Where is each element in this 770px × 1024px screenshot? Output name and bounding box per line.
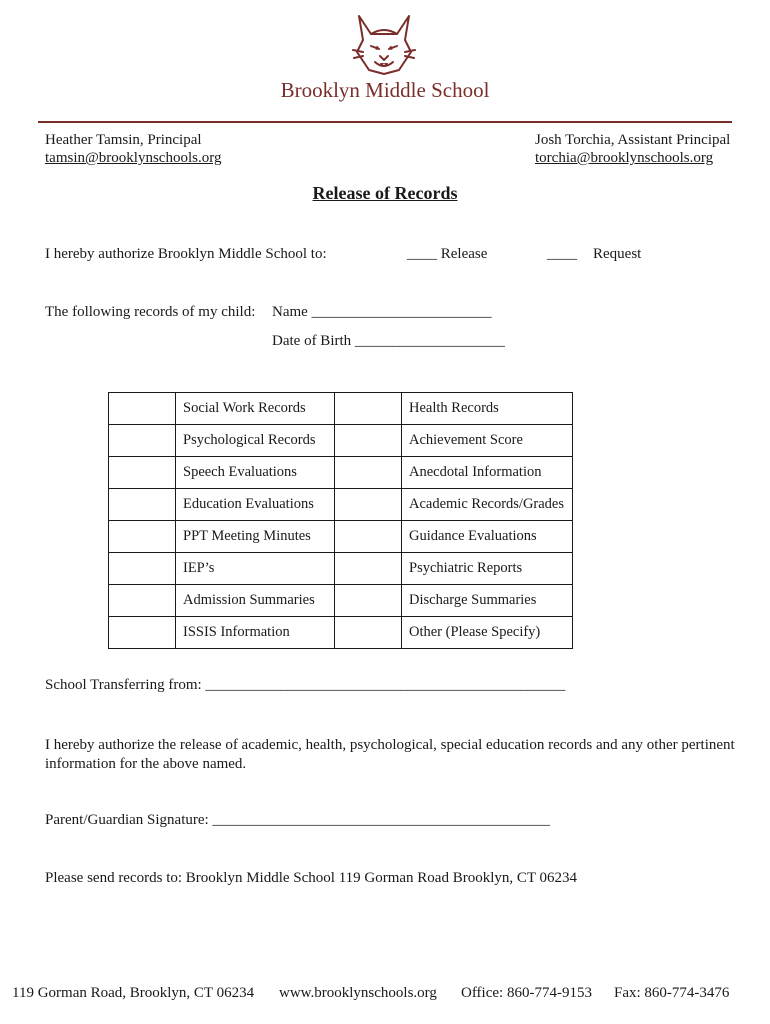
record-checkbox-cell[interactable] <box>335 617 402 649</box>
record-checkbox-cell[interactable] <box>109 425 176 457</box>
record-type-label: Discharge Summaries <box>402 585 573 617</box>
record-checkbox-cell[interactable] <box>109 585 176 617</box>
record-checkbox-cell[interactable] <box>335 457 402 489</box>
principal-email-link[interactable]: tamsin@brooklynschools.org <box>45 150 222 166</box>
record-type-label: Guidance Evaluations <box>402 521 573 553</box>
record-checkbox-cell[interactable] <box>109 393 176 425</box>
record-type-label: Achievement Score <box>402 425 573 457</box>
table-row <box>109 489 573 521</box>
record-type-label: Health Records <box>402 393 573 425</box>
send-records-text: Please send records to: Brooklyn Middle School 119 Gorman Road Brooklyn, CT 06234 <box>45 870 578 886</box>
footer-website-link[interactable]: www.brooklynschools.org <box>279 985 437 1001</box>
record-checkbox-cell[interactable] <box>109 521 176 553</box>
record-type-label: Psychiatric Reports <box>402 553 573 585</box>
bobcat-logo-icon <box>349 12 419 76</box>
header-divider <box>38 121 732 123</box>
record-type-label: PPT Meeting Minutes <box>176 521 335 553</box>
parent-signature-field[interactable]: Parent/Guardian Signature: _____________________________________________ <box>45 812 550 828</box>
child-name-field[interactable]: Name ________________________ <box>272 304 492 320</box>
record-type-label: Other (Please Specify) <box>402 617 573 649</box>
record-checkbox-cell[interactable] <box>109 617 176 649</box>
records-of-child-label: The following records of my child: <box>45 304 256 320</box>
record-checkbox-cell[interactable] <box>335 425 402 457</box>
principal-name: Heather Tamsin, Principal <box>45 132 202 148</box>
record-checkbox-cell[interactable] <box>335 489 402 521</box>
assistant-principal-contact <box>535 131 730 167</box>
record-type-label: Academic Records/Grades <box>402 489 573 521</box>
table-row <box>109 425 573 457</box>
record-checkbox-cell[interactable] <box>109 457 176 489</box>
school-name: Brooklyn Middle School <box>280 78 490 102</box>
record-checkbox-cell[interactable] <box>335 553 402 585</box>
record-checkbox-cell[interactable] <box>335 521 402 553</box>
table-row <box>109 393 573 425</box>
school-transferring-field[interactable]: School Transferring from: ________________________________________________ <box>45 677 566 693</box>
principal-contact <box>45 131 221 167</box>
table-row <box>109 585 573 617</box>
record-checkbox-cell[interactable] <box>109 489 176 521</box>
assistant-principal-name: Josh Torchia, Assistant Principal <box>535 132 731 148</box>
record-type-label: Admission Summaries <box>176 585 335 617</box>
record-type-label: Education Evaluations <box>176 489 335 521</box>
authorize-text: I hereby authorize Brooklyn Middle School to: <box>45 246 327 262</box>
footer-fax: Fax: 860-774-3476 <box>614 985 730 1001</box>
table-row <box>109 553 573 585</box>
record-checkbox-cell[interactable] <box>109 553 176 585</box>
record-type-label: Psychological Records <box>176 425 335 457</box>
record-type-label: IEP’s <box>176 553 335 585</box>
date-of-birth-field[interactable]: Date of Birth ____________________ <box>272 333 505 349</box>
request-option: Request <box>593 246 642 262</box>
form-title: Release of Records <box>312 183 458 203</box>
record-checkbox-cell[interactable] <box>335 585 402 617</box>
table-row <box>109 457 573 489</box>
release-option[interactable]: ____ Release <box>407 246 488 262</box>
request-blank[interactable]: ____ <box>547 246 577 262</box>
record-type-label: Anecdotal Information <box>402 457 573 489</box>
authorization-paragraph: I hereby authorize the release of academic, health, psychological, special education records and any other pertinent information for the above named. <box>45 737 735 772</box>
table-row <box>109 617 573 649</box>
assistant-principal-email-link[interactable]: torchia@brooklynschools.org <box>535 150 714 166</box>
record-type-label: ISSIS Information <box>176 617 335 649</box>
footer-address: 119 Gorman Road, Brooklyn, CT 06234 <box>12 985 255 1001</box>
record-type-label: Speech Evaluations <box>176 457 335 489</box>
records-table <box>108 392 573 649</box>
record-type-label: Social Work Records <box>176 393 335 425</box>
record-checkbox-cell[interactable] <box>335 393 402 425</box>
footer-office-phone: Office: 860-774-9153 <box>461 985 592 1001</box>
table-row <box>109 521 573 553</box>
